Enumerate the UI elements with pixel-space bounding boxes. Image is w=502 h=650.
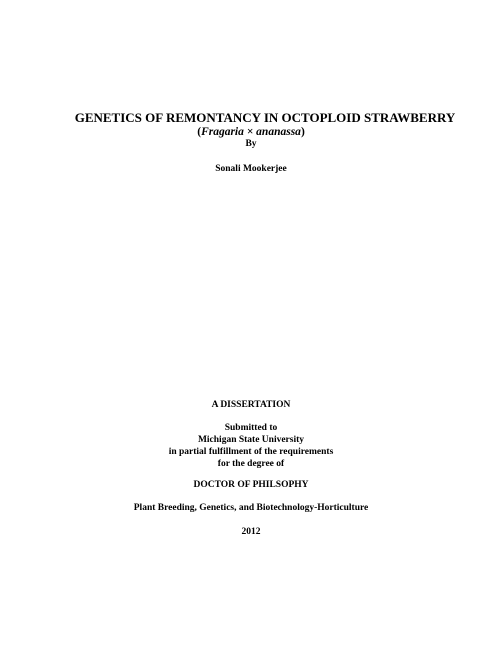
submission-line: Submitted to [224,423,278,433]
author-name: Sonali Mookerjee [215,164,287,174]
species-subtitle [0,127,502,139]
subtitle-close-paren: ) [300,126,305,138]
degree-name: DOCTOR OF PHILSOPHY [193,480,309,490]
submission-line: for the degree of [217,459,285,469]
submission-line: Michigan State University [197,435,305,445]
by-label: By [245,139,257,149]
subtitle-open-paren: ( [197,126,202,138]
submission-line: in partial fulfillment of the requirements [168,447,334,457]
species-name: Fragaria × ananassa [201,126,301,138]
dissertation-title: GENETICS OF REMONTANCY IN OCTOPLOID STRAWBERRY [74,110,456,125]
document-type: A DISSERTATION [211,400,291,410]
year: 2012 [241,527,261,537]
program-name: Plant Breeding, Genetics, and Biotechnology-Horticulture [133,503,369,513]
